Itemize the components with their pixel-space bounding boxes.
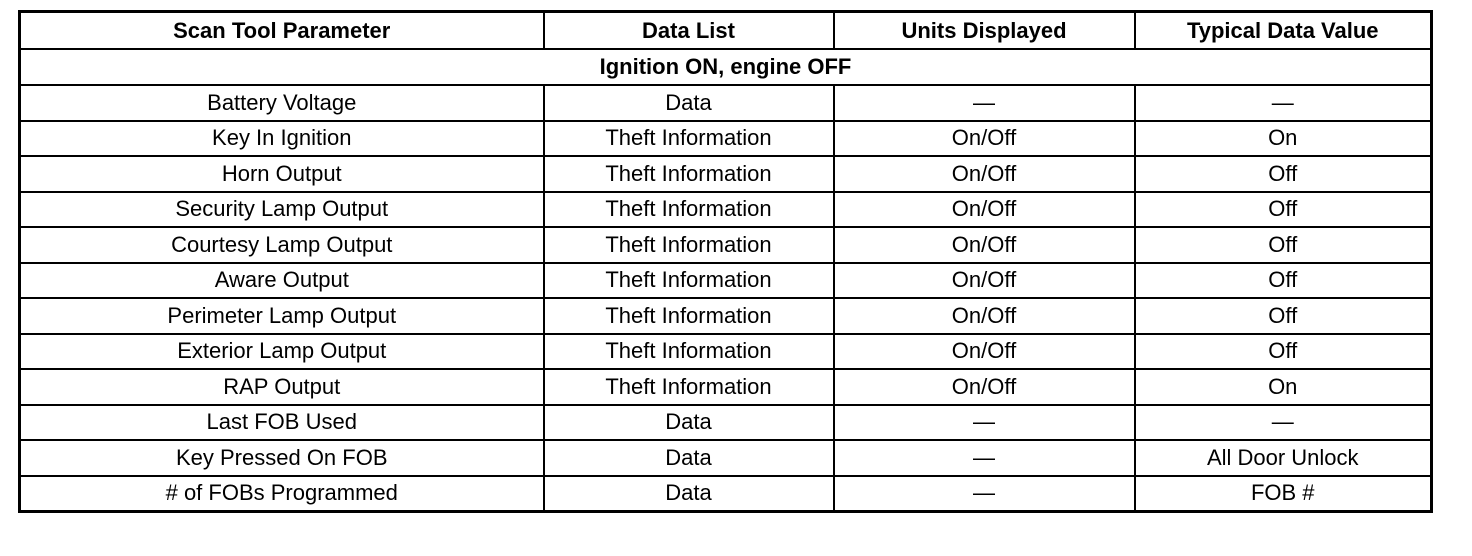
- cell-data-list: Theft Information: [544, 121, 834, 157]
- cell-typical-value: Off: [1135, 227, 1432, 263]
- cell-data-list: Data: [544, 85, 834, 121]
- cell-units: On/Off: [834, 263, 1135, 299]
- cell-parameter: Key In Ignition: [20, 121, 544, 157]
- header-data-list: Data List: [544, 12, 834, 50]
- cell-parameter: Horn Output: [20, 156, 544, 192]
- cell-data-list: Theft Information: [544, 227, 834, 263]
- cell-units: —: [834, 476, 1135, 512]
- table-header-row: [20, 12, 1432, 50]
- cell-typical-value: Off: [1135, 263, 1432, 299]
- cell-typical-value: FOB #: [1135, 476, 1432, 512]
- cell-parameter: Courtesy Lamp Output: [20, 227, 544, 263]
- cell-data-list: Theft Information: [544, 156, 834, 192]
- cell-typical-value: On: [1135, 121, 1432, 157]
- cell-data-list: Theft Information: [544, 263, 834, 299]
- table-row: [20, 405, 1432, 441]
- cell-units: On/Off: [834, 192, 1135, 228]
- cell-units: On/Off: [834, 369, 1135, 405]
- cell-typical-value: Off: [1135, 192, 1432, 228]
- scan-tool-data-table: [18, 10, 1433, 513]
- header-typical-data-value: Typical Data Value: [1135, 12, 1432, 50]
- cell-parameter: Security Lamp Output: [20, 192, 544, 228]
- cell-data-list: Data: [544, 440, 834, 476]
- table-row: [20, 192, 1432, 228]
- cell-units: On/Off: [834, 298, 1135, 334]
- table-row: [20, 476, 1432, 512]
- scan-tool-data-table-container: [18, 10, 1430, 513]
- cell-parameter: Key Pressed On FOB: [20, 440, 544, 476]
- cell-typical-value: —: [1135, 85, 1432, 121]
- header-units-displayed: Units Displayed: [834, 12, 1135, 50]
- cell-units: On/Off: [834, 121, 1135, 157]
- cell-units: On/Off: [834, 334, 1135, 370]
- cell-typical-value: —: [1135, 405, 1432, 441]
- cell-parameter: Exterior Lamp Output: [20, 334, 544, 370]
- cell-data-list: Theft Information: [544, 334, 834, 370]
- table-row: [20, 121, 1432, 157]
- cell-units: —: [834, 85, 1135, 121]
- cell-units: —: [834, 440, 1135, 476]
- table-row: [20, 440, 1432, 476]
- table-row: [20, 369, 1432, 405]
- cell-units: —: [834, 405, 1135, 441]
- section-row: [20, 49, 1432, 85]
- cell-data-list: Data: [544, 476, 834, 512]
- table-row: [20, 334, 1432, 370]
- cell-data-list: Data: [544, 405, 834, 441]
- cell-typical-value: On: [1135, 369, 1432, 405]
- table-row: [20, 298, 1432, 334]
- cell-typical-value: Off: [1135, 334, 1432, 370]
- cell-data-list: Theft Information: [544, 369, 834, 405]
- cell-parameter: # of FOBs Programmed: [20, 476, 544, 512]
- table-row: [20, 156, 1432, 192]
- cell-units: On/Off: [834, 156, 1135, 192]
- cell-typical-value: Off: [1135, 156, 1432, 192]
- section-title: Ignition ON, engine OFF: [20, 49, 1432, 85]
- header-scan-tool-parameter: Scan Tool Parameter: [20, 12, 544, 50]
- cell-data-list: Theft Information: [544, 298, 834, 334]
- cell-typical-value: All Door Unlock: [1135, 440, 1432, 476]
- cell-parameter: Perimeter Lamp Output: [20, 298, 544, 334]
- cell-data-list: Theft Information: [544, 192, 834, 228]
- cell-parameter: Last FOB Used: [20, 405, 544, 441]
- table-row: [20, 85, 1432, 121]
- cell-typical-value: Off: [1135, 298, 1432, 334]
- table-row: [20, 227, 1432, 263]
- cell-parameter: Aware Output: [20, 263, 544, 299]
- cell-units: On/Off: [834, 227, 1135, 263]
- cell-parameter: Battery Voltage: [20, 85, 544, 121]
- table-row: [20, 263, 1432, 299]
- cell-parameter: RAP Output: [20, 369, 544, 405]
